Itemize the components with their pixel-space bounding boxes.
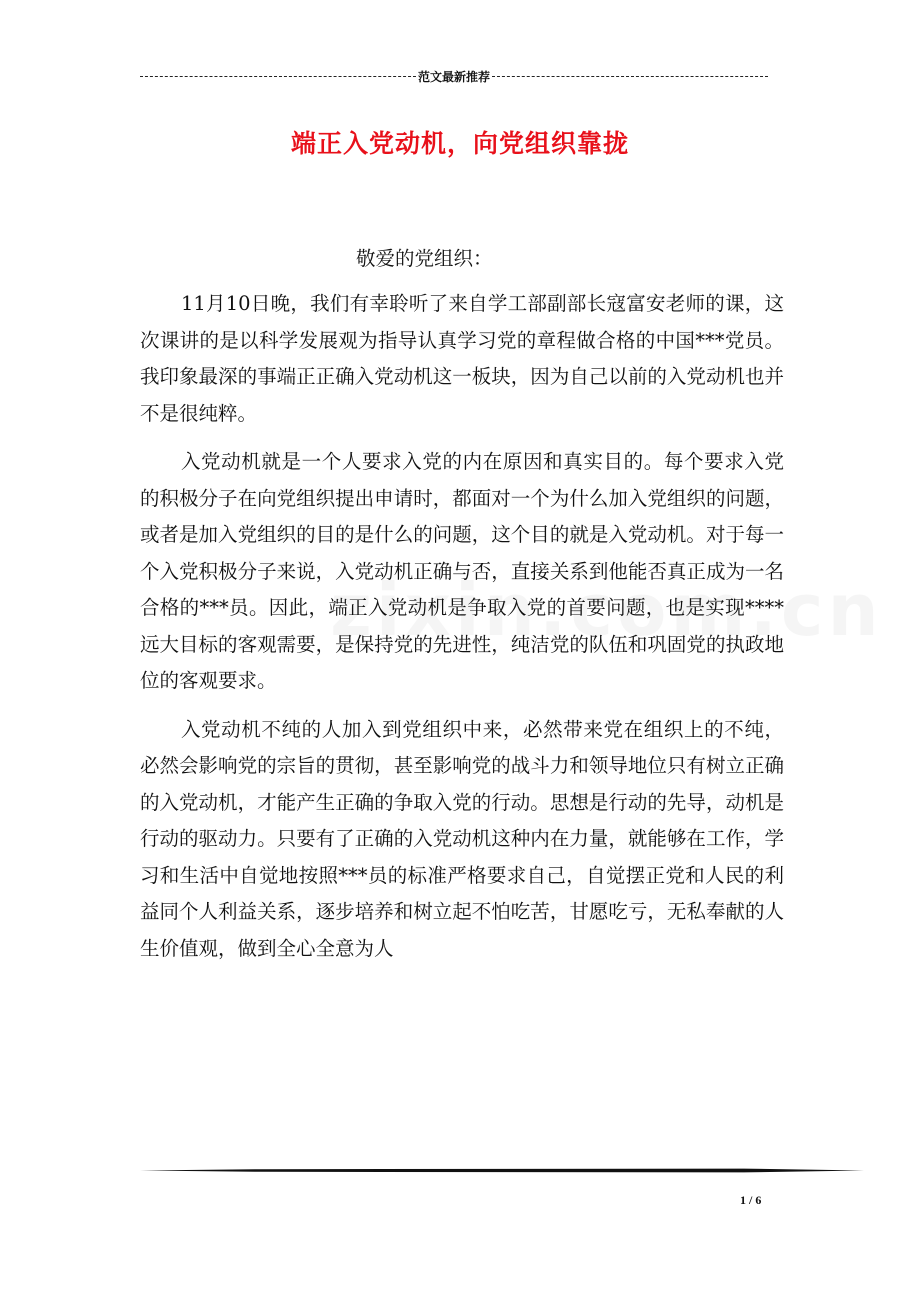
page-header: [140, 68, 768, 85]
document-body: [140, 286, 784, 979]
paragraph-2: 入党动机就是一个人要求入党的内在原因和真实目的。每个要求入党的积极分子在向党组织提出申请时，都面对一个为什么加入党组织的问题，或者是加入党组织的目的是什么的问题，这个目的就是入党动机。对于每一个入党积极分子来说，入党动机正确与否，直接关系到他能否真正成为一名合格的***员。因此，端正入党动机是争取入党的首要问题，也是实现****远大目标的客观需要，是保持党的先进性，纯洁党的队伍和巩固党的执政地位的客观要求。: [140, 450, 784, 692]
page-number: 1 / 6: [740, 1193, 762, 1207]
document-title: 端正入党动机，向党组织靠拢: [290, 129, 629, 158]
paragraph-3: 入党动机不纯的人加入到党组织中来，必然带来党在组织上的不纯，必然会影响党的宗旨的贯彻，甚至影响党的战斗力和领导地位只有树立正确的入党动机，才能产生正确的争取入党的行动。思想是行动的先导，动机是行动的驱动力。只要有了正确的入党动机这种内在力量，就能够在工作，学习和生活中自觉地按照***员的标准严格要求自己，自觉摆正党和人民的利益同个人利益关系，逐步培养和树立起不怕吃苦，甘愿吃亏，无私奉献的人生价值观，做到全心全意为人: [140, 717, 784, 960]
header-dash-left: [140, 76, 416, 77]
salutation: 敬爱的党组织：: [356, 247, 493, 270]
header-label: 范文最新推荐: [418, 70, 491, 84]
paragraph-1: 11月10日晚，我们有幸聆听了来自学工部副部长寇富安老师的课，这次课讲的是以科学发展观为指导认真学习党的章程做合格的中国***党员。我印象最深的事端正正确入党动机这一板块，因为自己以前的入党动机也并不是很纯粹。: [140, 292, 784, 425]
footer-rule: [140, 1168, 864, 1173]
header-dash-right: [492, 76, 768, 77]
